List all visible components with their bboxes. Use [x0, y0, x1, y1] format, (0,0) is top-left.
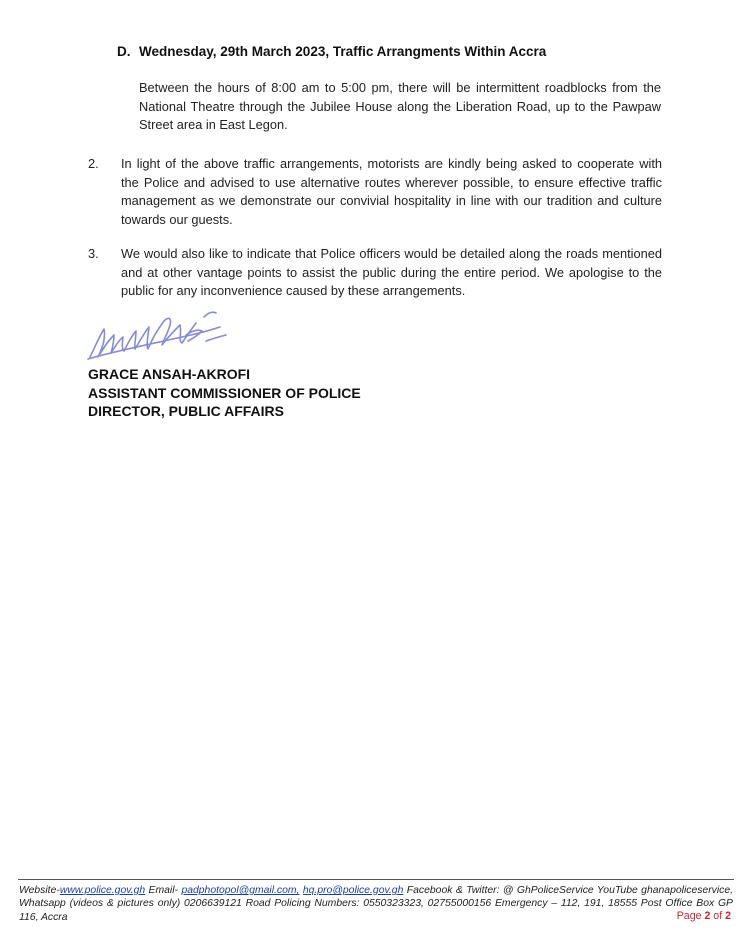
numbered-paragraph — [88, 155, 662, 229]
paragraph-text: In light of the above traffic arrangements, motorists are kindly being asked to cooperate with the Police and advised to use alternative routes wherever possible, to ensure effective traffic management as we demonstrate our convivial hospitality in line with our tradition and culture towards our guests. — [121, 156, 662, 227]
signatory-block — [88, 365, 361, 421]
numbered-paragraph — [88, 245, 662, 301]
footer-divider — [18, 879, 734, 880]
footer-contact — [19, 884, 733, 924]
email-label: Email- — [148, 885, 178, 896]
section-letter: D. — [117, 44, 131, 59]
signature-image — [86, 305, 236, 367]
signatory-name: GRACE ANSAH-AKROFI — [88, 366, 251, 382]
paragraph-number: 2. — [88, 156, 99, 171]
page-of: of — [713, 910, 723, 922]
website-label: Website- — [19, 885, 60, 896]
signatory-title: DIRECTOR, PUBLIC AFFAIRS — [88, 403, 285, 419]
page-current: 2 — [704, 910, 711, 922]
footer-social-text: Facebook & Twitter: @ GhPoliceService YouTube ghanapoliceservice, Whatsapp (videos & pictures only) 0206639121 Road Policing Numbers: 0550323323, 02755000156 Emergency – 112, 191, 18555 Post Office Box GP 116, Accra — [19, 885, 734, 923]
section-d-body: Between the hours of 8:00 am to 5:00 pm, there will be intermittent roadblocks from the National Theatre through the Jubilee House along the Liberation Road, up to the Pawpaw Street area in East Legon. — [139, 80, 661, 132]
paragraph-number: 3. — [88, 246, 99, 261]
paragraph-text: We would also like to indicate that Police officers would be detailed along the roads mentioned and at other vantage points to assist the public during the entire period. We apologise to the public for any inconvenience caused by these arrangements. — [121, 246, 662, 298]
email-link-1[interactable]: padphotopol@gmail.com, — [181, 885, 300, 896]
page-total: 2 — [725, 910, 731, 922]
page-number — [677, 910, 731, 922]
section-title: Wednesday, 29th March 2023, Traffic Arrangments Within Accra — [139, 44, 547, 59]
email-link-2[interactable]: hq.pro@police.gov.gh — [302, 885, 404, 896]
section-d-heading — [117, 44, 717, 59]
page-label: Page — [676, 910, 702, 922]
website-link[interactable]: www.police.gov.gh — [59, 885, 146, 896]
signatory-rank: ASSISTANT COMMISSIONER OF POLICE — [88, 384, 361, 401]
